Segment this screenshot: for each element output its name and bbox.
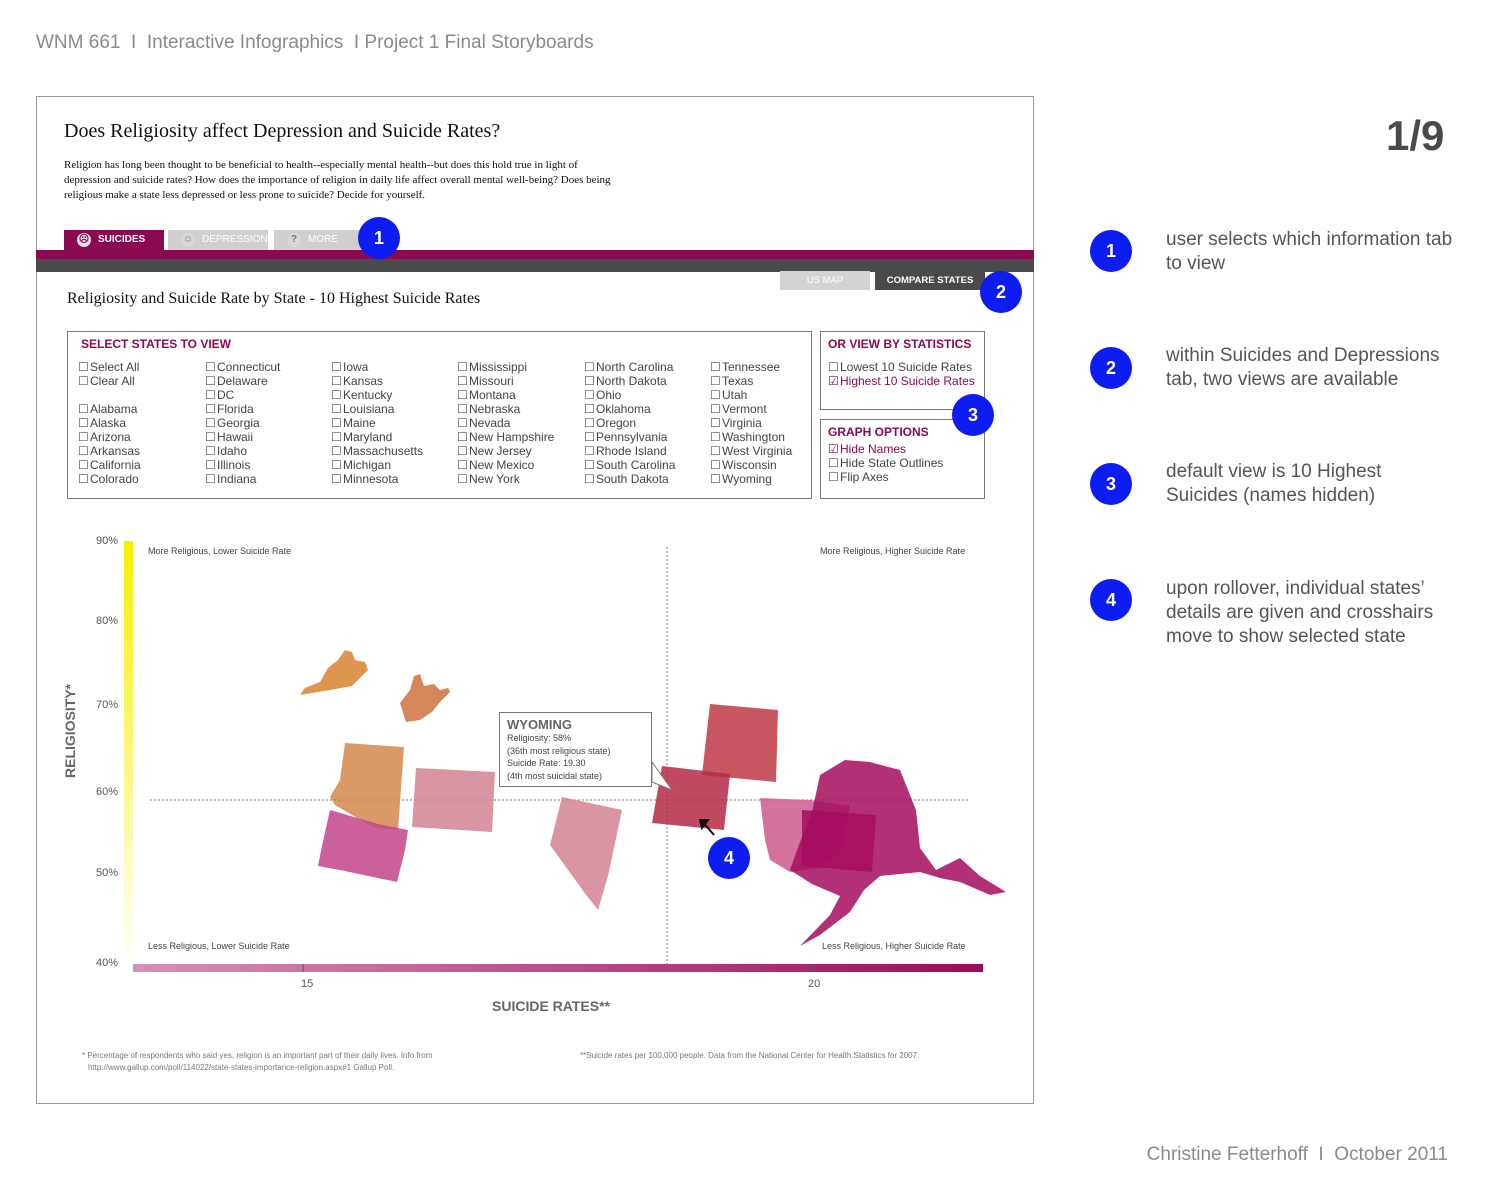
state-checkbox-maine[interactable]: ☐Maine [331, 416, 376, 430]
checkbox-icon: ☐ [457, 416, 468, 430]
state-checkbox-delaware[interactable]: ☐Delaware [205, 374, 268, 388]
compare-states-button[interactable]: COMPARE STATES [875, 271, 985, 290]
state-checkbox-texas[interactable]: ☐Texas [710, 374, 754, 388]
checkbox-icon: ☐ [584, 360, 595, 374]
state-checkbox-georgia[interactable]: ☐Georgia [205, 416, 260, 430]
note-badge-4: 4 [1090, 579, 1132, 621]
state-checkbox-washington[interactable]: ☐Washington [710, 430, 785, 444]
checkbox-icon: ☐ [331, 388, 342, 402]
state-checkbox-minnesota[interactable]: ☐Minnesota [331, 472, 399, 486]
checkbox-icon: ☐ [584, 374, 595, 388]
state-checkbox-montana[interactable]: ☐Montana [457, 388, 516, 402]
checkbox-icon: ☐ [710, 444, 721, 458]
checkbox-icon: ☐ [457, 444, 468, 458]
state-checkbox-massachusetts[interactable]: ☐Massachusetts [331, 444, 424, 458]
y-tick-label: 80% [96, 615, 119, 627]
checkbox-icon: ☐ [457, 388, 468, 402]
state-checkbox-wisconsin[interactable]: ☐Wisconsin [710, 458, 777, 472]
checkbox-icon: ☐ [710, 430, 721, 444]
y-tick-label: 70% [96, 699, 119, 711]
annotation-badge-4: 4 [708, 837, 750, 879]
state-checkbox-new-hampshire[interactable]: ☐New Hampshire [457, 430, 555, 444]
state-west-virginia[interactable] [400, 674, 450, 722]
checkbox-icon: ☐ [584, 444, 595, 458]
tab-label: SUICIDES [98, 234, 146, 245]
annotation-badge-2: 2 [980, 271, 1022, 313]
state-checkbox-north-carolina[interactable]: ☐North Carolina [584, 360, 674, 374]
y-axis-gradient [124, 541, 133, 967]
checkbox-icon: ☐ [78, 458, 89, 472]
intro-text: Religion has long been thought to be beneficial to health--especially mental health--but does this hold true in light of depression and suicide rates? How does the importance of religion in daily life affect overall mental well-being? Does being religious make a state less depressed or less prone to suicide? Decide for yourself. [64, 159, 611, 201]
state-checkbox-oklahoma[interactable]: ☐Oklahoma [584, 402, 651, 416]
quadrant-label-bottom-left: Less Religious, Lower Suicide Rate [148, 941, 290, 951]
x-axis-gradient [133, 964, 983, 972]
state-checkbox-alabama[interactable]: ☐Alabama [78, 402, 138, 416]
checkbox-icon: ☐ [78, 360, 89, 374]
note-badge-2: 2 [1090, 347, 1132, 389]
checkbox-icon: ☐ [457, 402, 468, 416]
checkbox-icon: ☐ [205, 402, 216, 416]
state-checkbox-vermont[interactable]: ☐Vermont [710, 402, 767, 416]
highest-10-checkbox[interactable]: ☑Highest 10 Suicide Rates [828, 374, 975, 388]
checkbox-icon: ☐ [205, 430, 216, 444]
state-checkbox-alaska[interactable]: ☐Alaska [78, 416, 127, 430]
y-tick-label: 60% [96, 786, 119, 798]
checkbox-icon: ☐ [78, 416, 89, 430]
state-checkbox-mississippi[interactable]: ☐Mississippi [457, 360, 528, 374]
state-checkbox-south-carolina[interactable]: ☐South Carolina [584, 458, 676, 472]
state-checkbox-nebraska[interactable]: ☐Nebraska [457, 402, 521, 416]
tooltip-title: WYOMING [507, 717, 572, 732]
state-checkbox-colorado[interactable]: ☐Colorado [78, 472, 139, 486]
checkbox-icon: ☐ [457, 430, 468, 444]
tooltip-line: (4th most suicidal state) [507, 770, 603, 781]
y-axis-label: RELIGIOSITY* [62, 683, 78, 778]
checkbox-icon: ☐ [78, 374, 89, 388]
tab-label: MORE [308, 234, 338, 245]
checkbox-icon: ☐ [205, 458, 216, 472]
checkbox-checked-icon: ☑ [828, 374, 839, 388]
x-tick-label: 20 [808, 978, 821, 990]
checkbox-icon: ☐ [205, 360, 216, 374]
checkbox-icon: ☐ [205, 444, 216, 458]
footnote-left: * Percentage of respondents who said yes, religion is an important part of their daily lives. Info from http://www.gallup.com/poll/114022/state-states-importance-religion.aspx#1 Gallup Poll. [82, 1051, 433, 1072]
checkbox-icon: ☐ [331, 444, 342, 458]
checkbox-icon: ☐ [331, 374, 342, 388]
checkbox-icon: ☐ [457, 360, 468, 374]
state-nevada[interactable] [550, 797, 622, 910]
checkbox-icon: ☐ [828, 360, 839, 374]
checkbox-icon: ☐ [828, 456, 839, 470]
state-checkbox-connecticut[interactable]: ☐Connecticut [205, 360, 281, 374]
note-4: upon rollover, individual states’ details are given and crosshairs move to show selected state [1166, 578, 1434, 647]
checkbox-icon: ☐ [828, 470, 839, 484]
storyboard-footer: Christine Fetterhoff I October 2011 [1146, 1144, 1448, 1165]
checkbox-icon: ☐ [457, 472, 468, 486]
quadrant-label-top-right: More Religious, Higher Suicide Rate [820, 546, 966, 556]
annotation-badge-3: 3 [952, 394, 994, 436]
state-tooltip [499, 712, 652, 787]
tooltip-line: (36th most religious state) [507, 745, 611, 756]
checkbox-icon: ☐ [710, 416, 721, 430]
chart-subtitle: Religiosity and Suicide Rate by State - 10 Highest Suicide Rates [67, 290, 481, 307]
page-title: Does Religiosity affect Depression and Suicide Rates? [64, 120, 501, 142]
state-checkbox-idaho[interactable]: ☐Idaho [205, 444, 248, 458]
checkbox-icon: ☐ [331, 458, 342, 472]
state-checkbox-south-dakota[interactable]: ☐South Dakota [584, 472, 669, 486]
note-1: user selects which information tab to view [1166, 229, 1453, 274]
checkbox-icon: ☐ [205, 416, 216, 430]
note-3: default view is 10 Highest Suicides (names hidden) [1166, 461, 1382, 506]
state-checkbox-ohio[interactable]: ☐Ohio [584, 388, 622, 402]
state-checkbox-oregon[interactable]: ☐Oregon [584, 416, 637, 430]
checkbox-icon: ☐ [457, 458, 468, 472]
state-checkbox-new-york[interactable]: ☐New York [457, 472, 520, 486]
checkbox-icon: ☐ [331, 402, 342, 416]
quadrant-label-top-left: More Religious, Lower Suicide Rate [148, 546, 292, 556]
annotation-badge-1: 1 [358, 217, 400, 259]
state-checkbox-dc[interactable]: ☐DC [205, 388, 235, 402]
storyboard-header: WNM 661 I Interactive Infographics I Project 1 Final Storyboards [36, 32, 594, 53]
state-checkbox-virginia[interactable]: ☐Virginia [710, 416, 762, 430]
graph-options-title: GRAPH OPTIONS [828, 425, 929, 439]
state-checkbox-kansas[interactable]: ☐Kansas [331, 374, 384, 388]
state-checkbox-illinois[interactable]: ☐Illinois [205, 458, 251, 472]
state-checkbox-tennessee[interactable]: ☐Tennessee [710, 360, 781, 374]
checkbox-icon: ☐ [710, 402, 721, 416]
checkbox-icon: ☐ [205, 374, 216, 388]
state-checkbox-arkansas[interactable]: ☐Arkansas [78, 444, 141, 458]
state-checkbox-louisiana[interactable]: ☐Louisiana [331, 402, 395, 416]
checkbox-icon: ☐ [78, 444, 89, 458]
state-checkbox-missouri[interactable]: ☐Missouri [457, 374, 514, 388]
state-colorado[interactable] [412, 768, 495, 832]
state-checkbox-rhode-island[interactable]: ☐Rhode Island [584, 444, 667, 458]
checkbox-icon: ☐ [584, 402, 595, 416]
state-checkbox-west-virginia[interactable]: ☐West Virginia [710, 444, 793, 458]
checkbox-icon: ☐ [710, 388, 721, 402]
hide-names-checkbox[interactable]: ☑Hide Names [828, 442, 907, 456]
lowest-10-checkbox[interactable]: ☐Lowest 10 Suicide Rates [828, 360, 973, 374]
checkbox-icon: ☐ [710, 472, 721, 486]
checkbox-icon: ☐ [78, 402, 89, 416]
checkbox-icon: ☐ [584, 388, 595, 402]
note-badge-1: 1 [1090, 230, 1132, 272]
checkbox-checked-icon: ☑ [828, 442, 839, 456]
checkbox-icon: ☐ [331, 472, 342, 486]
checkbox-icon: ☐ [584, 472, 595, 486]
state-checkbox-hawaii[interactable]: ☐Hawaii [205, 430, 254, 444]
checkbox-icon: ☐ [205, 472, 216, 486]
x-tick-label: 15 [301, 978, 314, 990]
state-checkbox-florida[interactable]: ☐Florida [205, 402, 254, 416]
person-icon: ☺ [182, 234, 194, 245]
hide-outlines-checkbox[interactable]: ☐Hide State Outlines [828, 456, 944, 470]
state-checkbox-select-all[interactable]: ☐Select All [78, 360, 140, 374]
state-checkbox-maryland[interactable]: ☐Maryland [331, 430, 393, 444]
state-checkbox-new-jersey[interactable]: ☐New Jersey [457, 444, 532, 458]
note-badge-3: 3 [1090, 463, 1132, 505]
checkbox-icon: ☐ [584, 416, 595, 430]
checkbox-icon: ☐ [78, 472, 89, 486]
checkbox-icon: ☐ [331, 430, 342, 444]
state-checkbox-indiana[interactable]: ☐Indiana [205, 472, 257, 486]
checkbox-icon: ☐ [584, 430, 595, 444]
page-number: 1/9 [1386, 112, 1445, 159]
checkbox-icon: ☐ [457, 374, 468, 388]
y-tick-label: 40% [96, 957, 119, 969]
state-checkbox-kentucky[interactable]: ☐Kentucky [331, 388, 393, 402]
state-checkbox-michigan[interactable]: ☐Michigan [331, 458, 392, 472]
checkbox-icon: ☐ [205, 388, 216, 402]
y-tick-label: 50% [96, 867, 119, 879]
state-checkbox-utah[interactable]: ☐Utah [710, 388, 748, 402]
state-checkbox-wyoming[interactable]: ☐Wyoming [710, 472, 772, 486]
state-checkbox-north-dakota[interactable]: ☐North Dakota [584, 374, 667, 388]
state-checkbox-arizona[interactable]: ☐Arizona [78, 430, 131, 444]
checkbox-icon: ☐ [78, 430, 89, 444]
state-virginia[interactable] [300, 650, 368, 695]
checkbox-icon: ☐ [710, 360, 721, 374]
checkbox-icon: ☐ [331, 360, 342, 374]
state-checkbox-pennsylvania[interactable]: ☐Pennsylvania [584, 430, 668, 444]
tooltip-line: Religiosity: 58% [507, 733, 572, 743]
state-checkbox-clear-all[interactable]: ☐Clear All [78, 374, 135, 388]
question-icon: ? [287, 233, 301, 247]
tooltip-line: Suicide Rate: 19.30 [507, 758, 586, 768]
x-axis-label: SUICIDE RATES** [492, 998, 610, 1014]
state-wyoming[interactable] [652, 766, 730, 830]
select-states-title: SELECT STATES TO VIEW [81, 337, 232, 351]
sad-face-icon: ☹ [78, 234, 90, 245]
footnote-right: **Suicide rates per 100,000 people. Data from the National Center for Health Statistics for 2007. [580, 1051, 920, 1060]
flip-axes-checkbox[interactable]: ☐Flip Axes [828, 470, 889, 484]
state-checkbox-california[interactable]: ☐California [78, 458, 141, 472]
checkbox-icon: ☐ [710, 374, 721, 388]
state-checkbox-nevada[interactable]: ☐Nevada [457, 416, 511, 430]
us-map-button[interactable]: US MAP [780, 271, 870, 290]
checkbox-icon: ☐ [710, 458, 721, 472]
state-checkbox-new-mexico[interactable]: ☐New Mexico [457, 458, 535, 472]
state-checkbox-iowa[interactable]: ☐Iowa [331, 360, 369, 374]
checkbox-icon: ☐ [584, 458, 595, 472]
checkbox-icon: ☐ [331, 416, 342, 430]
y-tick-label: 90% [96, 535, 119, 547]
state-montana[interactable] [702, 704, 778, 782]
quadrant-label-bottom-right: Less Religious, Higher Suicide Rate [822, 941, 966, 951]
note-2: within Suicides and Depressions tab, two views are available [1166, 345, 1440, 390]
statistics-title: OR VIEW BY STATISTICS [828, 337, 972, 351]
state-new-mexico[interactable] [802, 810, 876, 872]
tab-label: DEPRESSION [202, 234, 268, 245]
